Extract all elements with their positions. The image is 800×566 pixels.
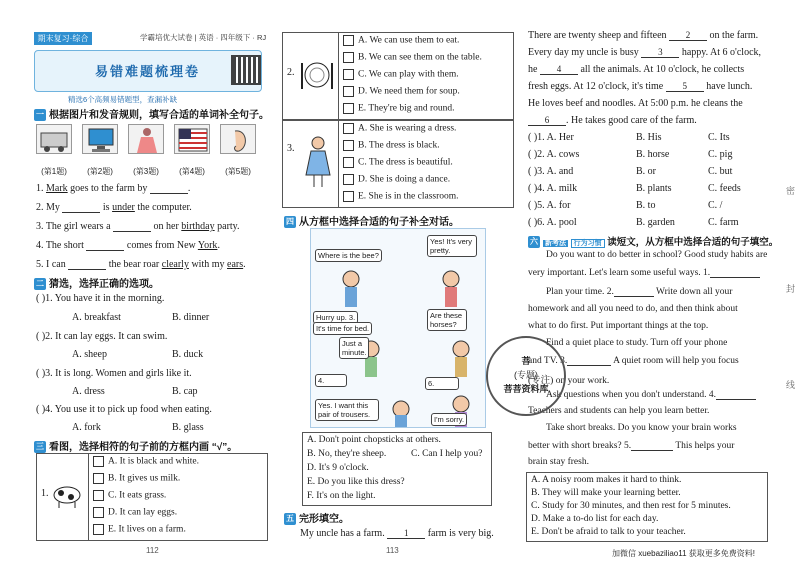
passage-line: better with short breaks? 5. This helps your — [528, 441, 735, 451]
dialogue-option: F. It's on the light. — [307, 491, 376, 501]
girl-picture-cell: 3. — [283, 121, 339, 207]
passage-line: homework and all you need to do, and then think about — [528, 304, 738, 314]
cloze-choice-question[interactable]: ( )5. A. for — [528, 200, 571, 211]
section-2-header: 二 猜选，选择正确的选项。 — [36, 279, 159, 290]
checkbox[interactable] — [343, 123, 354, 134]
cloze-choice-option[interactable]: B. to — [636, 200, 656, 211]
picture-girl-dress — [128, 124, 164, 154]
answer-blank[interactable] — [86, 240, 124, 251]
checkbox[interactable] — [343, 35, 354, 46]
section-1-header: 一 根据图片和发音规则，填写合适的单词补全句子。 — [36, 110, 269, 121]
choice-option[interactable]: A. dress — [72, 386, 105, 397]
check-option[interactable]: B. The dress is black. — [343, 140, 440, 151]
choice-option[interactable]: B. glass — [172, 422, 204, 433]
choice-option[interactable]: A. breakfast — [72, 312, 121, 323]
cloze-choice-question[interactable]: ( )3. A. and — [528, 166, 574, 177]
speech-bubble: Yes! It's very pretty. — [427, 235, 477, 257]
answer-blank[interactable] — [68, 259, 106, 270]
picture-label: (第3题) — [133, 167, 159, 176]
cloze-choice-option[interactable]: B. or — [636, 166, 656, 177]
speech-bubble[interactable]: 4. — [315, 374, 347, 387]
cloze-choice-question[interactable]: ( )2. A. cows — [528, 149, 580, 160]
section-number-icon: 五 — [286, 514, 294, 524]
picture-bus — [36, 124, 72, 154]
page-number-mid: 113 — [386, 546, 399, 555]
dialogue-option: C. Can I help you? — [411, 449, 483, 459]
section-6-header: 六 新考法 行为习惯 读短文，从方框中选择合适的句子填空。 — [530, 237, 779, 248]
answer-blank[interactable] — [631, 440, 673, 451]
series-title: 学霸培优大试卷 | 英语 · 四年级下 · RJ — [140, 33, 267, 42]
passage-option: D. Make a to-do list for each day. — [531, 514, 659, 524]
check-option[interactable]: B. It gives us milk. — [93, 473, 180, 484]
cloze-choice-option[interactable]: C. feeds — [708, 183, 741, 194]
choice-option[interactable]: B. cap — [172, 386, 198, 397]
checkbox[interactable] — [343, 191, 354, 202]
passage-option: C. Study for 30 minutes, and then rest for 5 minutes. — [531, 501, 731, 511]
section-number-icon: 三 — [36, 442, 44, 452]
check-option[interactable]: C. We can play with them. — [343, 69, 459, 80]
cloze-choice-option[interactable]: B. garden — [636, 217, 675, 228]
cloze-line: There are twenty sheep and fifteen 2 on the farm. — [528, 30, 759, 41]
passage-line: very important. Let's learn some useful ways. 1. — [528, 267, 760, 278]
answer-blank[interactable] — [150, 183, 188, 194]
checkbox[interactable] — [93, 507, 104, 518]
check-option[interactable]: C. The dress is beautiful. — [343, 157, 453, 168]
choice-option[interactable]: B. duck — [172, 349, 204, 360]
binding-mark: 封 — [786, 284, 796, 294]
fill-sentence-5: 5. I can the bear roar clearly with my ears. — [36, 259, 246, 270]
cloze-choice-question[interactable]: ( )1. A. Her — [528, 132, 574, 143]
check-option[interactable]: C. It eats grass. — [93, 490, 166, 501]
picture-label: (第4题) — [179, 167, 205, 176]
speech-bubble: Are these horses? — [427, 309, 467, 331]
answer-blank[interactable] — [614, 286, 654, 297]
checkbox[interactable] — [93, 456, 104, 467]
choice-question[interactable]: ( )1. You have it in the morning. — [36, 293, 165, 304]
section-tab: 期末复习·综合 — [34, 32, 92, 45]
check-option[interactable]: D. She is doing a dance. — [343, 174, 450, 185]
passage-line: brain stay fresh. — [528, 457, 589, 467]
checkbox[interactable] — [93, 524, 104, 535]
passage-option: A. A noisy room makes it hard to think. — [531, 475, 682, 485]
speech-bubble: It's time for bed. — [313, 322, 372, 335]
girl-dress-icon — [303, 135, 333, 191]
cloze-choice-option[interactable]: C. but — [708, 166, 733, 177]
picture-label: (第1题) — [41, 167, 67, 176]
cloze-line: 6 . He takes good care of the farm. — [528, 115, 697, 126]
dialogue-option: D. It's 9 o'clock. — [307, 463, 369, 473]
speech-bubble: Yes. I want this pair of trousers. — [315, 399, 379, 421]
passage-options-box — [526, 472, 768, 542]
passage-line: Take short breaks. Do you know your brain works — [546, 423, 737, 433]
dialogue-options-box — [302, 432, 492, 506]
dialogue-option: B. No, they're sheep. — [307, 449, 387, 459]
passage-line: Teachers and students can help you learn better. — [528, 406, 710, 416]
section-number-icon: 一 — [36, 110, 44, 120]
checkbox[interactable] — [343, 157, 354, 168]
tableware-picture-cell: 2. — [283, 33, 339, 119]
cloze-line: he 4 all the animals. At 10 o'clock, he collects — [528, 64, 745, 75]
speech-bubble: I'm sorry. — [431, 413, 467, 426]
cloze-choice-question[interactable]: ( )6. A. pool — [528, 217, 577, 228]
section-3-header: 三 看图，选择相符的句子前的方框内画 “√”。 — [36, 442, 238, 453]
cloze-choice-option[interactable]: C. / — [708, 200, 723, 211]
section-number-icon: 六 — [530, 237, 538, 247]
topic-tag: 行为习惯 — [571, 239, 605, 248]
check-option[interactable]: A. We can use them to eat. — [343, 35, 459, 46]
checkbox[interactable] — [343, 69, 354, 80]
cloze-line: fresh eggs. At 12 o'clock, it's time 5 have lunch. — [528, 81, 753, 92]
cloze-choice-option[interactable]: C. farm — [708, 217, 739, 228]
qr-code-icon[interactable] — [231, 55, 261, 85]
fill-sentence-3: 3. The girl wears a on her birthday party. — [36, 221, 240, 232]
picture-ear — [220, 124, 256, 154]
checkbox[interactable] — [93, 490, 104, 501]
answer-blank[interactable] — [716, 389, 756, 400]
passage-option: E. Don't be afraid to talk to your teacher. — [531, 527, 686, 537]
check-option[interactable]: E. They're big and round. — [343, 103, 455, 114]
answer-blank[interactable] — [113, 221, 151, 232]
check-option[interactable]: A. It is black and white. — [93, 456, 199, 467]
checkbox[interactable] — [343, 140, 354, 151]
speech-bubble: Just a minute. — [339, 337, 369, 359]
section-number-icon: 四 — [286, 217, 294, 227]
passage-option: B. They will make your learning better. — [531, 488, 681, 498]
speech-bubble[interactable]: Hurry up. 3. — [313, 311, 358, 324]
check-box-group-2 — [282, 32, 514, 120]
cow-icon — [51, 480, 85, 510]
cloze-line: My uncle has a farm. 1 farm is very big. — [300, 528, 494, 539]
answer-blank[interactable]: 5 — [666, 81, 704, 92]
passage-line: Do you want to do better in school? Good study habits are — [546, 250, 768, 260]
dialogue-option: E. Do you like this dress? — [307, 477, 405, 487]
page-number-left: 112 — [146, 546, 159, 555]
plate-fork-icon — [299, 59, 335, 91]
passage-line: Find a quiet place to study. Turn off your phone — [546, 338, 728, 348]
check-box-group-3 — [282, 120, 514, 208]
watermark-stamp — [486, 336, 566, 416]
cloze-choice-option[interactable]: B. His — [636, 132, 662, 143]
choice-option[interactable]: A. sheep — [72, 349, 107, 360]
picture-computer — [82, 124, 118, 154]
new-format-badge: 新考法 — [545, 240, 566, 247]
passage-line: and TV. 3. A quiet room will help you focus — [528, 356, 739, 366]
choice-option[interactable]: B. dinner — [172, 312, 210, 323]
choice-question[interactable]: ( )4. You use it to pick up food when eating. — [36, 404, 212, 415]
check-option[interactable]: D. It can lay eggs. — [93, 507, 177, 518]
checkbox[interactable] — [343, 174, 354, 185]
choice-option[interactable]: A. fork — [72, 422, 101, 433]
answer-blank[interactable]: 4 — [540, 64, 578, 75]
tagline: 精选6个高频易错题型，查漏补缺 — [68, 95, 178, 104]
binding-mark: 密 — [786, 186, 796, 196]
check-option[interactable]: B. We can see them on the table. — [343, 52, 482, 63]
answer-blank[interactable]: 3 — [641, 47, 679, 58]
answer-blank[interactable] — [62, 202, 100, 213]
cloze-choice-option[interactable]: B. horse — [636, 149, 670, 160]
section-number-icon: 二 — [36, 279, 44, 289]
check-option[interactable]: E. It lives on a farm. — [93, 524, 186, 535]
cow-picture-cell: 1. — [37, 454, 89, 540]
choice-question[interactable]: ( )2. It can lay eggs. It can swim. — [36, 331, 168, 342]
section-5-header: 五 完形填空。 — [286, 514, 349, 525]
check-option[interactable]: A. She is wearing a dress. — [343, 123, 456, 134]
answer-blank[interactable]: 6 — [528, 115, 566, 126]
checkbox[interactable] — [343, 52, 354, 63]
footer-promo: 加微信 xuebaziliao11 获取更多免费资料! — [612, 549, 755, 558]
answer-blank[interactable] — [710, 267, 760, 278]
check-option[interactable]: E. She is in the classroom. — [343, 191, 459, 202]
speech-bubble: Where is the bee? — [315, 249, 382, 262]
fill-sentence-2: 2. My is under the computer. — [36, 202, 192, 213]
picture-label: (第2题) — [87, 167, 113, 176]
cloze-choice-question[interactable]: ( )4. A. milk — [528, 183, 578, 194]
cloze-choice-option[interactable]: B. plants — [636, 183, 672, 194]
check-box-group-1 — [36, 453, 268, 541]
passage-line: Ask questions when you don't understand. 4. — [546, 389, 756, 400]
cloze-line: Every day my uncle is busy 3 happy. At 6 o'clock, — [528, 47, 762, 58]
cloze-choice-option[interactable]: C. Its — [708, 132, 730, 143]
passage-line: Plan your time. 2. Write down all your — [546, 287, 733, 297]
cloze-choice-option[interactable]: C. pig — [708, 149, 733, 160]
passage-line: (专注) on your work. — [528, 376, 610, 386]
checkbox[interactable] — [343, 103, 354, 114]
section-4-header: 四 从方框中选择合适的句子补全对话。 — [286, 217, 459, 228]
stamp-top-text: 菩 — [521, 356, 531, 366]
check-option[interactable]: D. We need them for soup. — [343, 86, 460, 97]
cloze-line: He loves beef and noodles. At 5:00 p.m. he cleans the — [528, 98, 743, 109]
picture-label: (第5题) — [225, 167, 251, 176]
answer-blank[interactable]: 1 — [387, 528, 425, 539]
fill-sentence-1: 1. Mark goes to the farm by . — [36, 183, 191, 194]
stamp-mid-text: (专题) — [514, 370, 538, 380]
choice-question[interactable]: ( )3. It is long. Women and girls like it. — [36, 368, 192, 379]
passage-line: what to do first. Put important things at the top. — [528, 321, 709, 331]
answer-blank[interactable] — [567, 355, 611, 366]
page-title: 易错难题梳理卷 — [95, 64, 201, 79]
stamp-bottom-text: 菩菩资料库 — [503, 384, 549, 394]
speech-bubble[interactable]: 6. — [425, 377, 459, 390]
checkbox[interactable] — [343, 86, 354, 97]
fill-sentence-4: 4. The short comes from New York. — [36, 240, 220, 251]
binding-mark: 线 — [786, 380, 796, 390]
answer-blank[interactable]: 2 — [669, 30, 707, 41]
checkbox[interactable] — [93, 473, 104, 484]
title-banner — [34, 50, 262, 92]
dialogue-option: A. Don't point chopsticks at others. — [307, 435, 441, 445]
picture-flag — [174, 124, 210, 154]
dialogue-pictures — [310, 228, 486, 428]
